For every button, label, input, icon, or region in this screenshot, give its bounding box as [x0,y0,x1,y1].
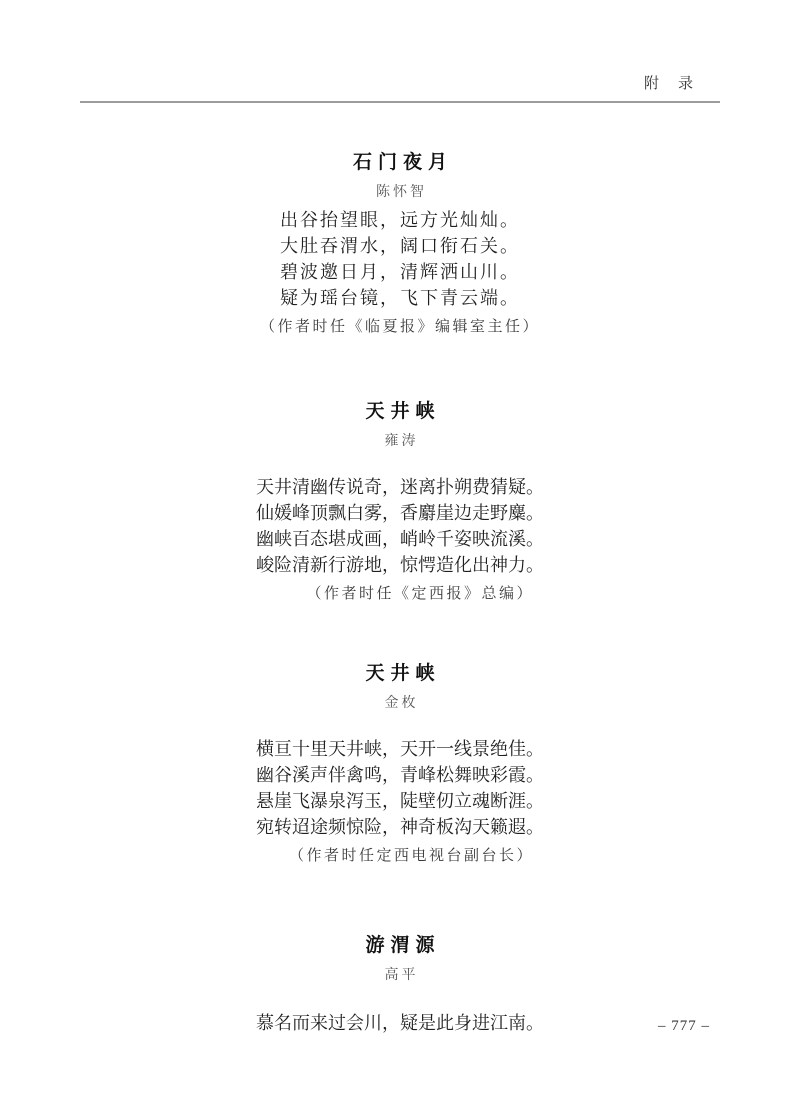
verse-line: 疑为瑶台镜，飞下青云端。 [279,288,520,308]
verse-line: 宛转迢途频惊险，神奇板沟天籁遐。 [256,817,544,837]
verse-line: 出谷抬望眼，远方光灿灿。 [279,210,520,230]
poem-attribution: （作者时任定西电视台副台长） [288,848,534,864]
poem-attribution: （作者时任《定西报》总编） [306,586,534,602]
poem-author: 陈怀智 [376,185,427,200]
poem-verse [260,207,540,339]
verse-line: 天井清幽传说奇，迷离扑朔费猜疑。 [256,477,544,497]
poem-title: 游渭源 [365,935,441,956]
poem-author: 高平 [384,968,419,983]
poem-author: 金枚 [384,696,419,711]
poem-title: 石门夜月 [352,152,453,173]
poem-attribution: （作者时任《临夏报》编辑室主任） [259,319,540,335]
poem-verse [256,736,544,868]
verse-line: 横亘十里天井峡，天开一线景绝佳。 [256,739,544,759]
verse-line: 幽峡百态堪成画，峭岭千姿映流溪。 [256,529,544,549]
verse-line: 幽谷溪声伴禽鸣，青峰松舞映彩霞。 [256,765,544,785]
verse-line: 慕名而来过会川，疑是此身进江南。 [256,1013,544,1033]
poem-section-tianjingxia-2 [0,658,800,868]
verse-line: 悬崖飞瀑泉泻玉，陡壁仞立魂断涯。 [256,791,544,811]
poem-section-tianjingxia-1 [0,396,800,606]
verse-line: 仙媛峰顶飘白雾，香麝崖边走野麋。 [256,503,544,523]
poem-verse [256,474,544,606]
poem-section-shimen-yeyue [0,147,800,339]
verse-line: 碧波邀日月，清辉洒山川。 [279,262,520,282]
poem-title: 天井峡 [365,401,441,422]
poem-title: 天井峡 [365,663,441,684]
poem-verse [256,1010,544,1036]
verse-line: 峻险清新行游地，惊愕造化出神力。 [256,555,544,575]
verse-line: 大肚吞渭水，阔口衔石关。 [279,236,520,256]
poem-author: 雍涛 [384,434,419,449]
page-header [0,0,800,103]
running-header: 附 录 [643,76,695,92]
header-rule [80,101,720,103]
page-number: – 777 – [658,1018,710,1034]
